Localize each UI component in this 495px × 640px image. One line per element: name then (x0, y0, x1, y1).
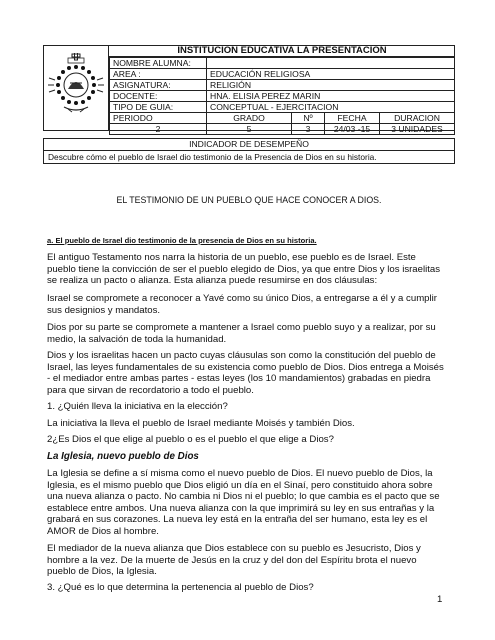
table-row (110, 113, 455, 124)
numero-value: 3 (292, 124, 325, 135)
row-label: ASIGNATURA: (110, 80, 207, 91)
paragraph-3 (47, 322, 449, 345)
text-line: Israel se compromete a reconocer a Yavé como su único Dios, a entregarse a él y a cumplir (47, 293, 437, 304)
text-line: AMOR de Dios al hombre. (47, 525, 159, 537)
row-label: NOMBRE ALUMNA: (110, 58, 207, 69)
text-line: - el mediador entre ambas partes - estas leyes (los 10 mandamientos) grabadas en piedra (47, 373, 431, 385)
paragraph-2 (47, 293, 449, 316)
page-number: 1 (437, 594, 443, 605)
row-value: EDUCACIÓN RELIGIOSA (207, 69, 455, 80)
paragraph-6 (47, 543, 449, 578)
row-value (207, 58, 455, 69)
paragraph-1 (47, 252, 449, 287)
row-label: AREA : (110, 69, 207, 80)
numero-label: Nº (292, 113, 325, 124)
question-3: 3. ¿Qué es lo que determina la pertenencia al pueblo de Dios? (47, 582, 314, 593)
text-line: se realiza un pacto o alianza. Esta alianza puede resumirse en dos cláusulas: (47, 275, 378, 287)
table-row (110, 102, 455, 113)
row-value: HNA. ELISIA PEREZ MARIN (207, 91, 455, 102)
section-a-heading: a. El pueblo de Israel dio testimonio de la presencia de Dios en su historia. (47, 236, 317, 245)
row-label: TIPO DE GUIA: (110, 102, 207, 113)
indicator-title: INDICADOR DE DESEMPEÑO (189, 139, 309, 149)
duracion-label: DURACION (380, 113, 455, 124)
table-row (110, 69, 455, 80)
text-line: Dios por su parte se compromete a mantener a Israel como pueblo suyo y a realizar, por su (47, 322, 436, 333)
text-line: hombre a la vez. De la muerte de Jesús en la cruz y del don del Espíritu brota el nuevo (47, 554, 417, 566)
text-line: Dios y los israelitas hacen un pacto cuyas cláusulas son como la constitución del pueblo de (47, 350, 436, 361)
text-line: Iglesia, es el mismo pueblo que Dios eligió un día en el Sinaí, pero constituido ahora sobre (47, 479, 433, 491)
periodo-value: 2 (110, 124, 207, 135)
table-row (110, 91, 455, 102)
row-value: CONCEPTUAL - EJERCITACION (207, 102, 455, 113)
text-line: grabará en sus corazones. La nueva ley está en la entraña del ser humano, esta ley es el (47, 514, 428, 526)
section-subtitle: La Iglesia, nuevo pueblo de Dios (47, 451, 199, 462)
text-line: La Iglesia se define a sí misma como el nuevo pueblo de Dios. El nuevo pueblo de Dios, la (47, 468, 433, 479)
question-2: 2¿Es Dios el que elige al pueblo o es el pueblo el que elige a Dios? (47, 434, 334, 445)
question-1: 1. ¿Quién lleva la iniciativa en la elección? (47, 401, 228, 412)
grado-value: 5 (207, 124, 292, 135)
paragraph-4 (47, 350, 449, 396)
text-line: pueblo de Dios, la Iglesia. (47, 566, 157, 578)
row-label: DOCENTE: (110, 91, 207, 102)
text-line: medio, la salvación de toda la humanidad. (47, 333, 227, 345)
table-row (110, 80, 455, 91)
text-line: El mediador de la nueva alianza que Dios establece con su pueblo es Jesucristo, Dios y (47, 543, 421, 554)
table-row (110, 124, 455, 135)
info-table (109, 57, 455, 135)
text-line: una nueva alianza o pacto. No cambia ni Dios ni el pueblo; lo que cambia es el pacto que se (47, 491, 440, 503)
paragraph-5 (47, 468, 449, 538)
answer-1: La iniciativa la lleva el pueblo de Israel mediante Moisés y también Dios. (47, 418, 355, 429)
fecha-value: 24/03 -15 (325, 124, 380, 135)
text-line: establece entre ambos. Una nueva alianza con la que imprimirá su ley en sus entrañas y la (47, 502, 435, 514)
text-line: sus designios y mandatos. (47, 304, 161, 316)
indicator-divider (43, 150, 455, 151)
table-row (110, 58, 455, 69)
grado-label: GRADO (207, 113, 292, 124)
text-line: Israel, las leyes fundamentales de su existencia como pueblo de Dios. Dios entrega a Moisés (47, 361, 444, 373)
text-line: para que sirvan de recordatorio a todo el pueblo. (47, 384, 254, 396)
duracion-value: 3 UNIDADES (380, 124, 455, 135)
fecha-label: FECHA (325, 113, 380, 124)
periodo-label: PERIODO (110, 113, 207, 124)
school-seal-icon (47, 53, 105, 113)
indicator-text: Descubre cómo el pueblo de Israel dio testimonio de la Presencia de Dios en su historia. (48, 152, 377, 162)
text-line: pueblo tiene la convicción de ser el pueblo elegido de Dios, ya que entre Dios y los israelitas (47, 263, 441, 275)
main-title: EL TESTIMONIO DE UN PUEBLO QUE HACE CONOCER A DIOS. (116, 195, 382, 205)
row-value: RELIGIÓN (207, 80, 455, 91)
text-line: El antiguo Testamento nos narra la historia de un pueblo, ese pueblo es de Israel. Este (47, 252, 416, 263)
institution-title: INSTITUCION EDUCATIVA LA PRESENTACION (109, 45, 455, 57)
